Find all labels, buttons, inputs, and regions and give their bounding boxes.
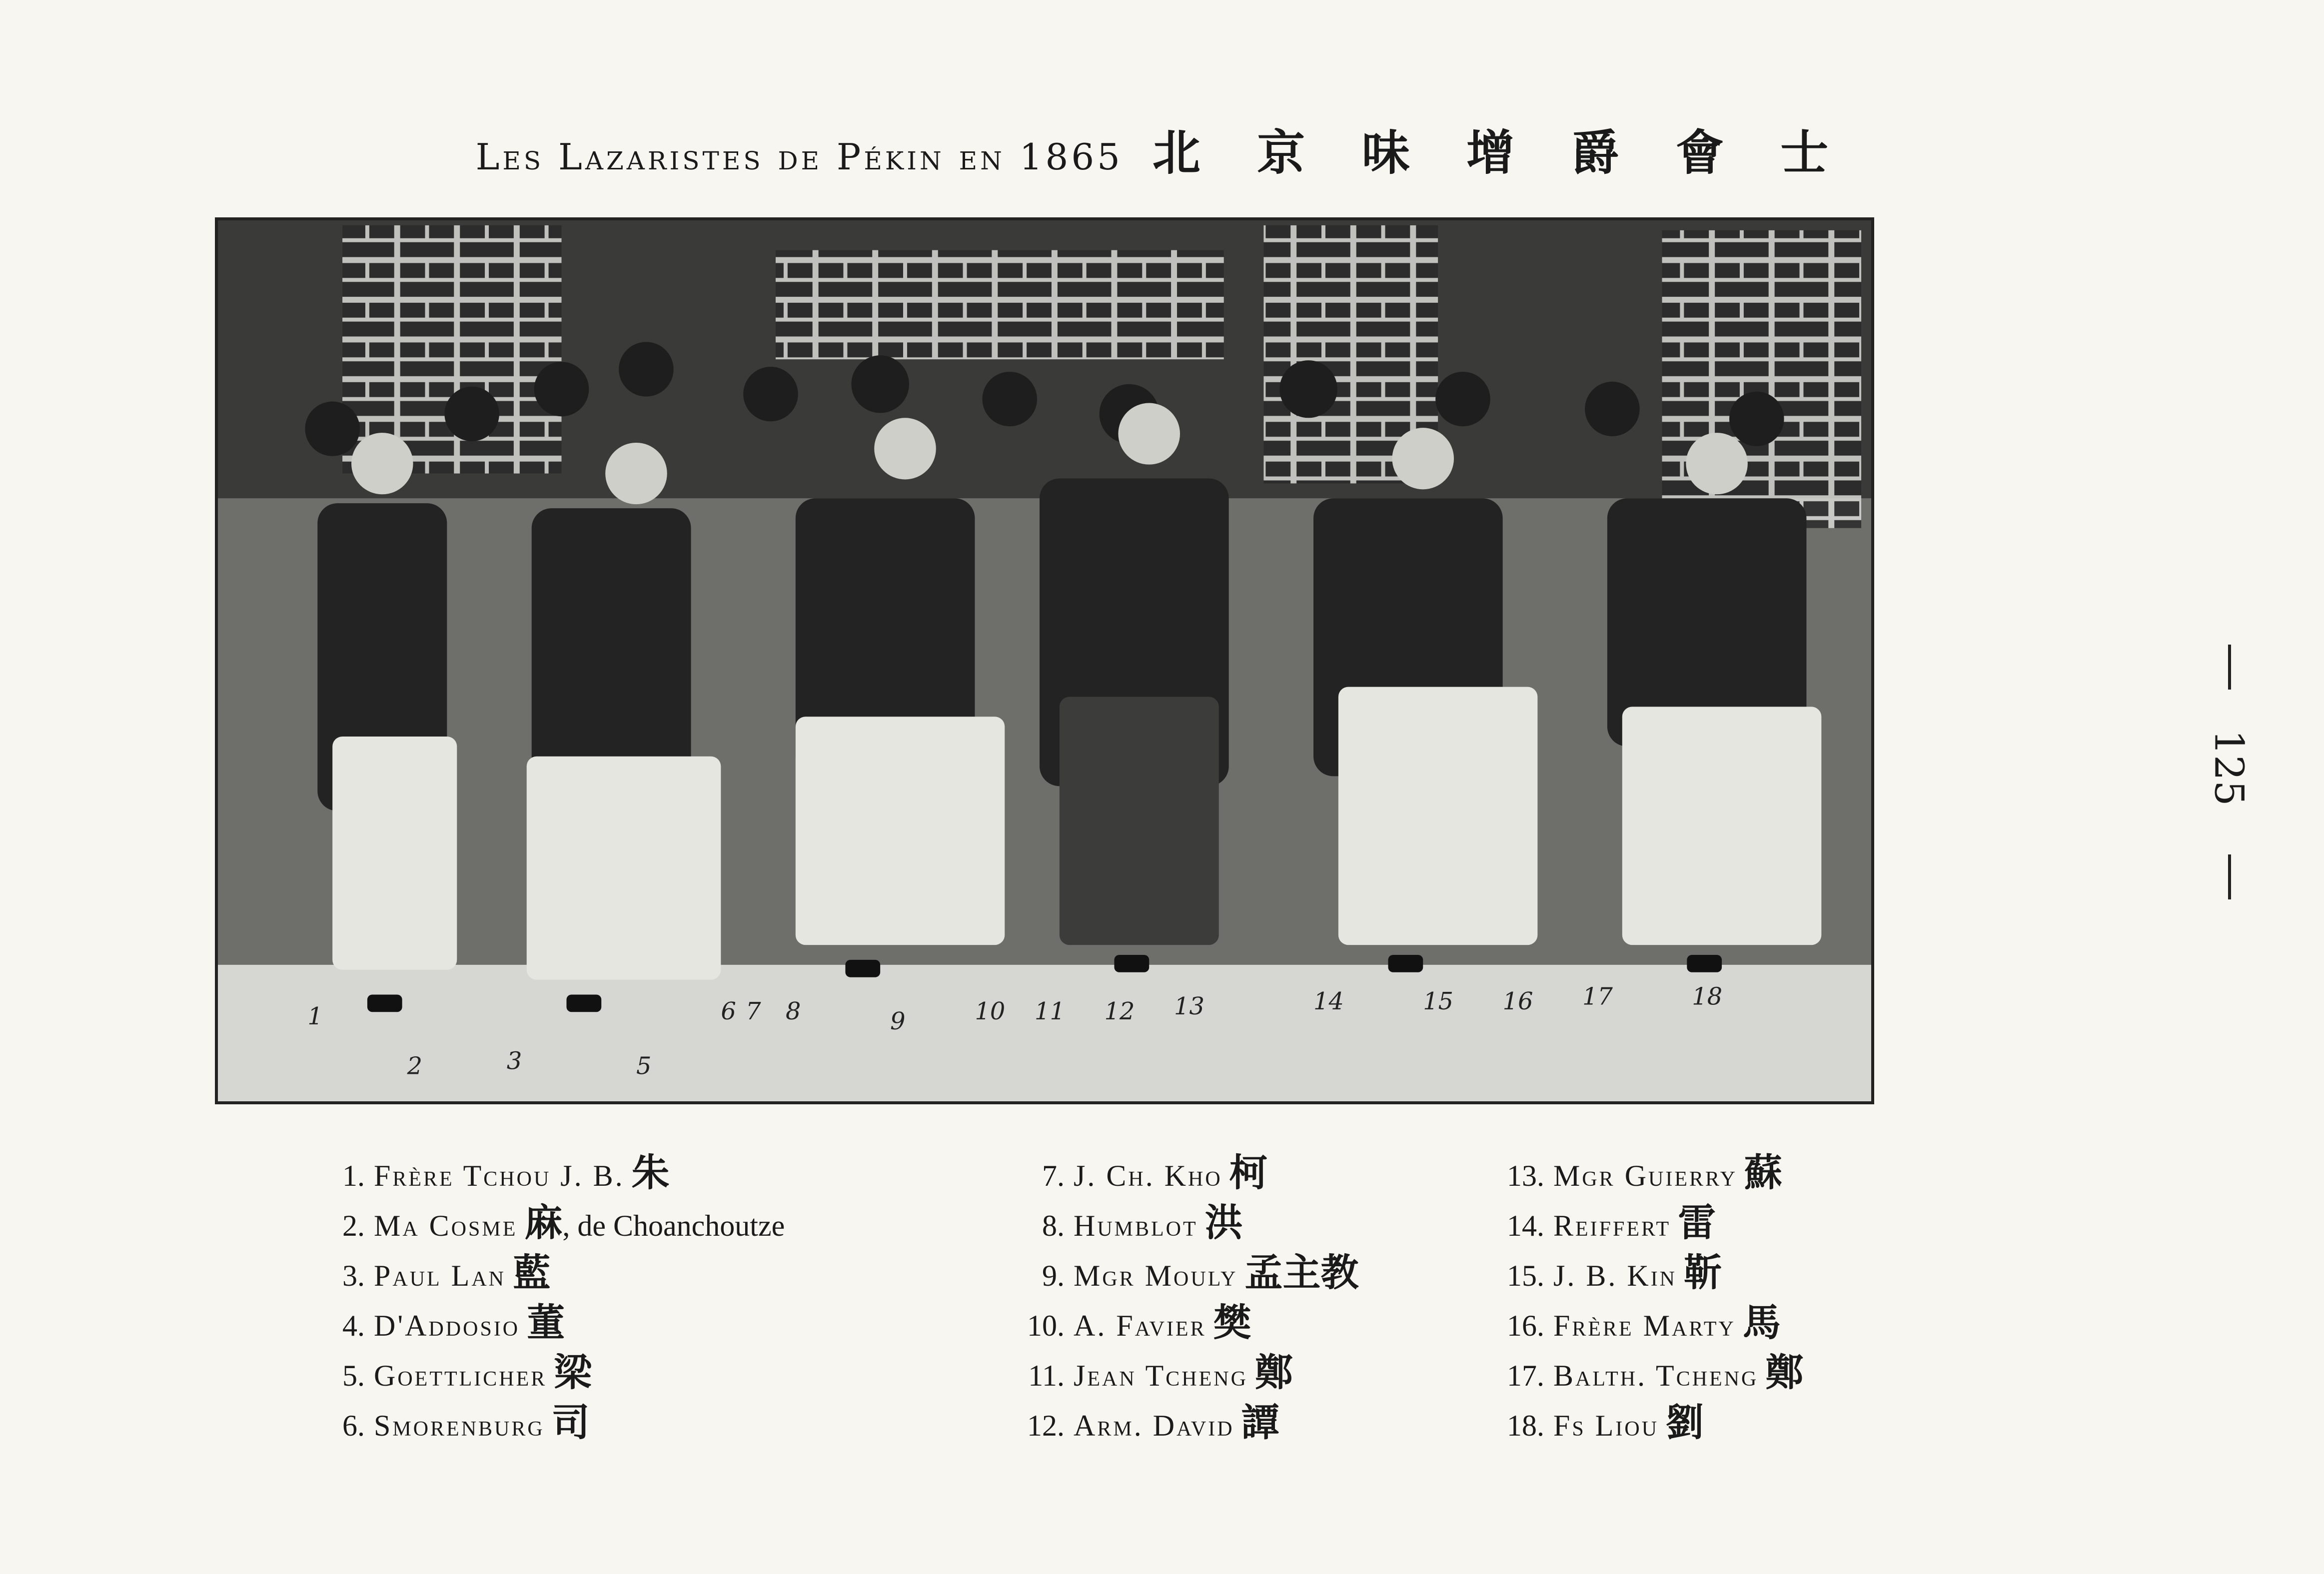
photo-mark-2: 2 — [407, 1052, 423, 1080]
photo-mark-1: 1 — [307, 1003, 323, 1031]
photo-mark-18: 18 — [1692, 983, 1723, 1011]
caption-chinese: 靳 — [1684, 1250, 1722, 1295]
photo-mark-3: 3 — [506, 1047, 522, 1075]
caption-number: 6. — [342, 1409, 365, 1442]
photo-mark-9: 9 — [890, 1008, 906, 1035]
caption-name: Balth. Tcheng — [1553, 1359, 1759, 1392]
caption-column-1 — [320, 1149, 785, 1449]
photo-mark-16: 16 — [1502, 988, 1533, 1016]
caption-number: 3. — [342, 1259, 365, 1292]
caption-chinese: 董 — [527, 1300, 565, 1345]
caption-column-3 — [1499, 1149, 1803, 1449]
caption-chinese: 蘇 — [1744, 1150, 1783, 1195]
photo-mark-8: 8 — [785, 998, 801, 1026]
title-chinese: 北 京 味 增 爵 會 士 — [1152, 124, 1849, 181]
caption-item — [1020, 1199, 1359, 1249]
caption-number: 10. — [1027, 1309, 1065, 1342]
photo-mark-11: 11 — [1035, 998, 1065, 1026]
caption-number: 2. — [342, 1209, 365, 1242]
caption-name: Humblot — [1074, 1209, 1198, 1242]
caption-item — [1020, 1349, 1359, 1399]
caption-number: 14. — [1507, 1209, 1544, 1242]
caption-name: Jean Tcheng — [1074, 1359, 1248, 1392]
caption-item — [320, 1299, 785, 1349]
caption-chinese: 孟主教 — [1244, 1250, 1359, 1295]
caption-chinese: 麻 — [524, 1200, 563, 1245]
caption-number: 16. — [1507, 1309, 1544, 1342]
photo-mark-10: 10 — [975, 998, 1006, 1026]
caption-item — [320, 1249, 785, 1299]
caption-number: 4. — [342, 1309, 365, 1342]
caption-number: 5. — [342, 1359, 365, 1392]
photo-mark-7: 7 — [746, 998, 761, 1026]
caption-item — [1499, 1399, 1803, 1449]
caption-number: 17. — [1507, 1359, 1544, 1392]
caption-number: 1. — [342, 1159, 365, 1192]
caption-name: J. B. Kin — [1553, 1259, 1677, 1292]
caption-item — [320, 1149, 785, 1199]
photo-mark-5: 5 — [636, 1052, 652, 1080]
caption-item — [1020, 1249, 1359, 1299]
caption-name: Mgr Guierry — [1553, 1159, 1738, 1192]
caption-chinese: 譚 — [1241, 1400, 1279, 1445]
caption-item — [1499, 1349, 1803, 1399]
photo-mark-14: 14 — [1313, 988, 1344, 1016]
caption-chinese: 樊 — [1213, 1300, 1251, 1345]
caption-item — [320, 1399, 785, 1449]
caption-number: 12. — [1027, 1409, 1065, 1442]
caption-item — [1020, 1399, 1359, 1449]
caption-number: 18. — [1507, 1409, 1544, 1442]
caption-name: Ma Cosme — [374, 1209, 518, 1242]
photo-mark-15: 15 — [1423, 988, 1454, 1016]
photo-mark-12: 12 — [1104, 998, 1135, 1026]
caption-chinese: 藍 — [513, 1250, 551, 1295]
page-title — [0, 115, 2324, 183]
page-number — [2199, 645, 2259, 894]
caption-item — [320, 1349, 785, 1399]
caption-name: Paul Lan — [374, 1259, 506, 1292]
caption-name: Arm. David — [1074, 1409, 1234, 1442]
caption-name: Frère Marty — [1553, 1309, 1736, 1342]
caption-chinese: 柯 — [1229, 1150, 1267, 1195]
page-number-dash-top — [2228, 645, 2231, 690]
caption-item — [1499, 1299, 1803, 1349]
caption-extra: , de Choanchoutze — [562, 1209, 785, 1242]
caption-chinese: 洪 — [1204, 1200, 1243, 1245]
caption-name: A. Favier — [1074, 1309, 1206, 1342]
caption-name: Mgr Mouly — [1074, 1259, 1238, 1292]
caption-item — [1020, 1299, 1359, 1349]
caption-chinese: 馬 — [1742, 1300, 1781, 1345]
caption-chinese: 梁 — [554, 1350, 592, 1395]
page-number-value: 125 — [2206, 730, 2253, 806]
caption-number: 8. — [1042, 1209, 1065, 1242]
caption-column-2 — [1020, 1149, 1359, 1449]
caption-chinese: 朱 — [631, 1150, 670, 1195]
caption-name: D'Addosio — [374, 1309, 520, 1342]
caption-item — [1020, 1149, 1359, 1199]
caption-name: Smorenburg — [374, 1409, 545, 1442]
caption-name: J. Ch. Kho — [1074, 1159, 1222, 1192]
photo-mark-13: 13 — [1174, 993, 1204, 1021]
caption-number: 11. — [1028, 1359, 1065, 1392]
caption-item — [320, 1199, 785, 1249]
caption-item — [1499, 1249, 1803, 1299]
caption-name: Frère Tchou J. B. — [374, 1159, 625, 1192]
caption-item — [1499, 1199, 1803, 1249]
photo-mark-6: 6 — [721, 998, 736, 1026]
caption-name: Fs Liou — [1553, 1409, 1659, 1442]
photo-mark-17: 17 — [1582, 983, 1613, 1011]
group-photograph — [215, 217, 1874, 1104]
caption-chinese: 司 — [551, 1400, 590, 1445]
caption-chinese: 鄭 — [1254, 1350, 1293, 1395]
caption-number: 7. — [1042, 1159, 1065, 1192]
title-latin: Les Lazaristes de Pékin en 1865 — [475, 136, 1123, 178]
caption-chinese: 鄭 — [1765, 1350, 1804, 1395]
caption-number: 15. — [1507, 1259, 1544, 1292]
caption-chinese: 雷 — [1678, 1200, 1716, 1245]
page-number-dash-bottom — [2228, 854, 2231, 899]
caption-number: 13. — [1507, 1159, 1544, 1192]
caption-item — [1499, 1149, 1803, 1199]
caption-chinese: 劉 — [1666, 1400, 1704, 1445]
caption-number: 9. — [1042, 1259, 1065, 1292]
photo-illustration — [218, 220, 1871, 1101]
caption-name: Reiffert — [1553, 1209, 1671, 1242]
caption-name: Goettlicher — [374, 1359, 547, 1392]
